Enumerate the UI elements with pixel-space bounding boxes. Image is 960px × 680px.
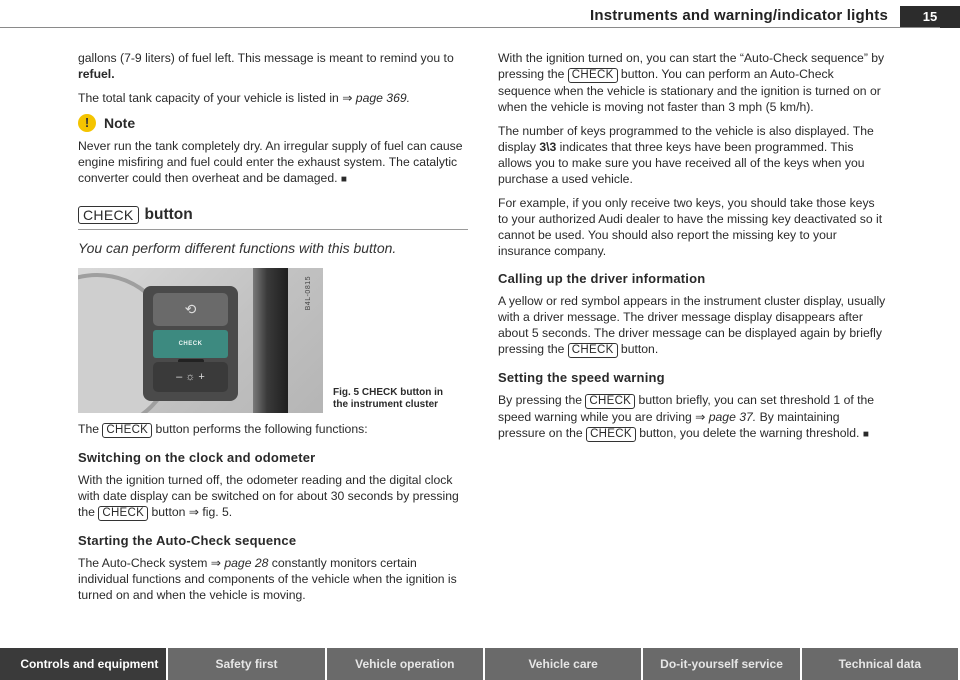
heading-autocheck: Starting the Auto-Check sequence: [78, 533, 297, 548]
note-icon: !: [78, 114, 96, 132]
trip-reset-icon: ⟲: [153, 293, 228, 326]
speed-warning-paragraph: [498, 392, 888, 443]
footer-nav: [0, 648, 960, 680]
text: button briefly, you can set threshold 1 of the speed warning while you are driving: [498, 393, 875, 424]
text: By maintaining pressure on the: [498, 410, 840, 440]
check-key-label: CHECK: [568, 68, 618, 83]
section-subtitle: You can perform different functions with this button.: [78, 240, 397, 256]
figure-row: [78, 268, 468, 413]
text: constantly monitors certain individual functions and components of the vehicle when the ignition is turned on and when the vehicle is moving.: [78, 556, 457, 602]
page-reference-link[interactable]: ⇒ page 28: [210, 556, 269, 570]
section-title: [78, 206, 468, 230]
right-column: [498, 50, 888, 451]
missing-key-paragraph: For example, if you only receive two keys, you should take those keys to your authorized Audi dealer to have the missing key deactivated so it cannot be used. You should also report the missing key to your insurance company.: [498, 196, 883, 258]
autocheck-start-paragraph: [498, 50, 888, 115]
text: indicates that three keys have been programmed. This allows you to make sure you have received all of the keys when you purchase a used vehicle.: [498, 140, 865, 186]
heading-clock: Switching on the clock and odometer: [78, 450, 316, 465]
chapter-number: 15: [900, 6, 960, 28]
check-key-label: CHECK: [98, 506, 148, 521]
check-key-label: CHECK: [586, 427, 636, 442]
keys-paragraph: [498, 123, 888, 187]
text: The Auto-Check system: [78, 556, 211, 570]
header-rule: [0, 27, 940, 28]
bold-text: refuel.: [78, 67, 115, 81]
figure-code: B4L-0815: [305, 276, 312, 311]
intro-paragraph-2: [78, 90, 468, 106]
text: button ⇒ fig. 5.: [148, 505, 233, 519]
section-title-text: button: [144, 206, 193, 223]
bold-text: 3\3: [539, 140, 557, 154]
footer-tab-technical[interactable]: Technical data: [802, 648, 958, 680]
autocheck-paragraph: [78, 555, 468, 603]
heading-speed-warning: Setting the speed warning: [498, 370, 665, 385]
footer-tab-controls[interactable]: Controls and equipment: [0, 648, 166, 680]
page-header: [0, 0, 960, 30]
left-column: [78, 50, 468, 611]
text: A yellow or red symbol appears in the instrument cluster display, usually with a driver message. The driver message display disappears after about 5 seconds. The driver message can be displayed again by briefly pressing the: [498, 294, 886, 356]
check-key-label: CHECK: [585, 394, 635, 409]
page-reference-link[interactable]: ⇒ page 369.: [342, 91, 411, 105]
text: With the ignition turned off, the odometer reading and the digital clock with date display can be switched on for about 30 seconds by pressing the: [78, 473, 459, 519]
heading-driver-info: Calling up the driver information: [498, 271, 706, 286]
caption-number: Fig. 5: [333, 387, 360, 398]
check-key-label: CHECK: [78, 206, 139, 224]
page-title: Instruments and warning/indicator lights: [589, 7, 888, 24]
dimmer-icon: – ☼ +: [153, 362, 228, 392]
end-mark: ■: [862, 429, 869, 440]
text: button performs the following functions:: [152, 422, 368, 436]
figure-check-button: [78, 268, 323, 413]
functions-intro: [78, 421, 468, 438]
text: Never run the tank completely dry. An irregular supply of fuel can cause engine misfiring and fuel could enter the exhaust system. The catalytic converter could then overheat and be damaged.: [78, 139, 463, 185]
check-key-label: CHECK: [568, 343, 618, 358]
intro-paragraph-1: [78, 50, 468, 82]
driver-info-paragraph: [498, 293, 888, 358]
clock-paragraph: [78, 472, 468, 521]
footer-tab-operation[interactable]: Vehicle operation: [327, 648, 483, 680]
text: button. You can perform an Auto-Check sequence when the vehicle is stationary and the ignition is turned on or when the vehicle is moving not faster than 3 mph (5 km/h).: [498, 67, 881, 114]
figure-caption: [333, 387, 458, 413]
text: button, you delete the warning threshold.: [635, 426, 860, 440]
text: The number of keys programmed to the vehicle is also displayed. The display: [498, 124, 874, 154]
caption-text: CHECK button in the instrument cluster: [333, 387, 443, 410]
note-header: [78, 114, 468, 132]
text: gallons (7-9 liters) of fuel left. This message is meant to remind you to: [78, 51, 454, 65]
footer-tab-safety[interactable]: Safety first: [168, 648, 324, 680]
footer-tab-care[interactable]: Vehicle care: [485, 648, 641, 680]
text: button.: [617, 342, 659, 356]
note-title: Note: [104, 115, 136, 131]
check-key-label: CHECK: [102, 423, 152, 438]
check-button-graphic: CHECK: [153, 330, 228, 358]
text: The total tank capacity of your vehicle is listed in: [78, 91, 343, 105]
text: With the ignition turned on, you can start the “Auto-Check sequence” by pressing the: [498, 51, 885, 81]
note-text: [78, 138, 468, 188]
steering-column: [253, 268, 288, 413]
footer-tab-diy[interactable]: Do-it-yourself service: [643, 648, 799, 680]
text: By pressing the: [498, 393, 586, 407]
end-mark: ■: [340, 174, 347, 185]
text: The: [78, 422, 103, 436]
page-reference-link[interactable]: ⇒ page 37.: [695, 410, 757, 424]
